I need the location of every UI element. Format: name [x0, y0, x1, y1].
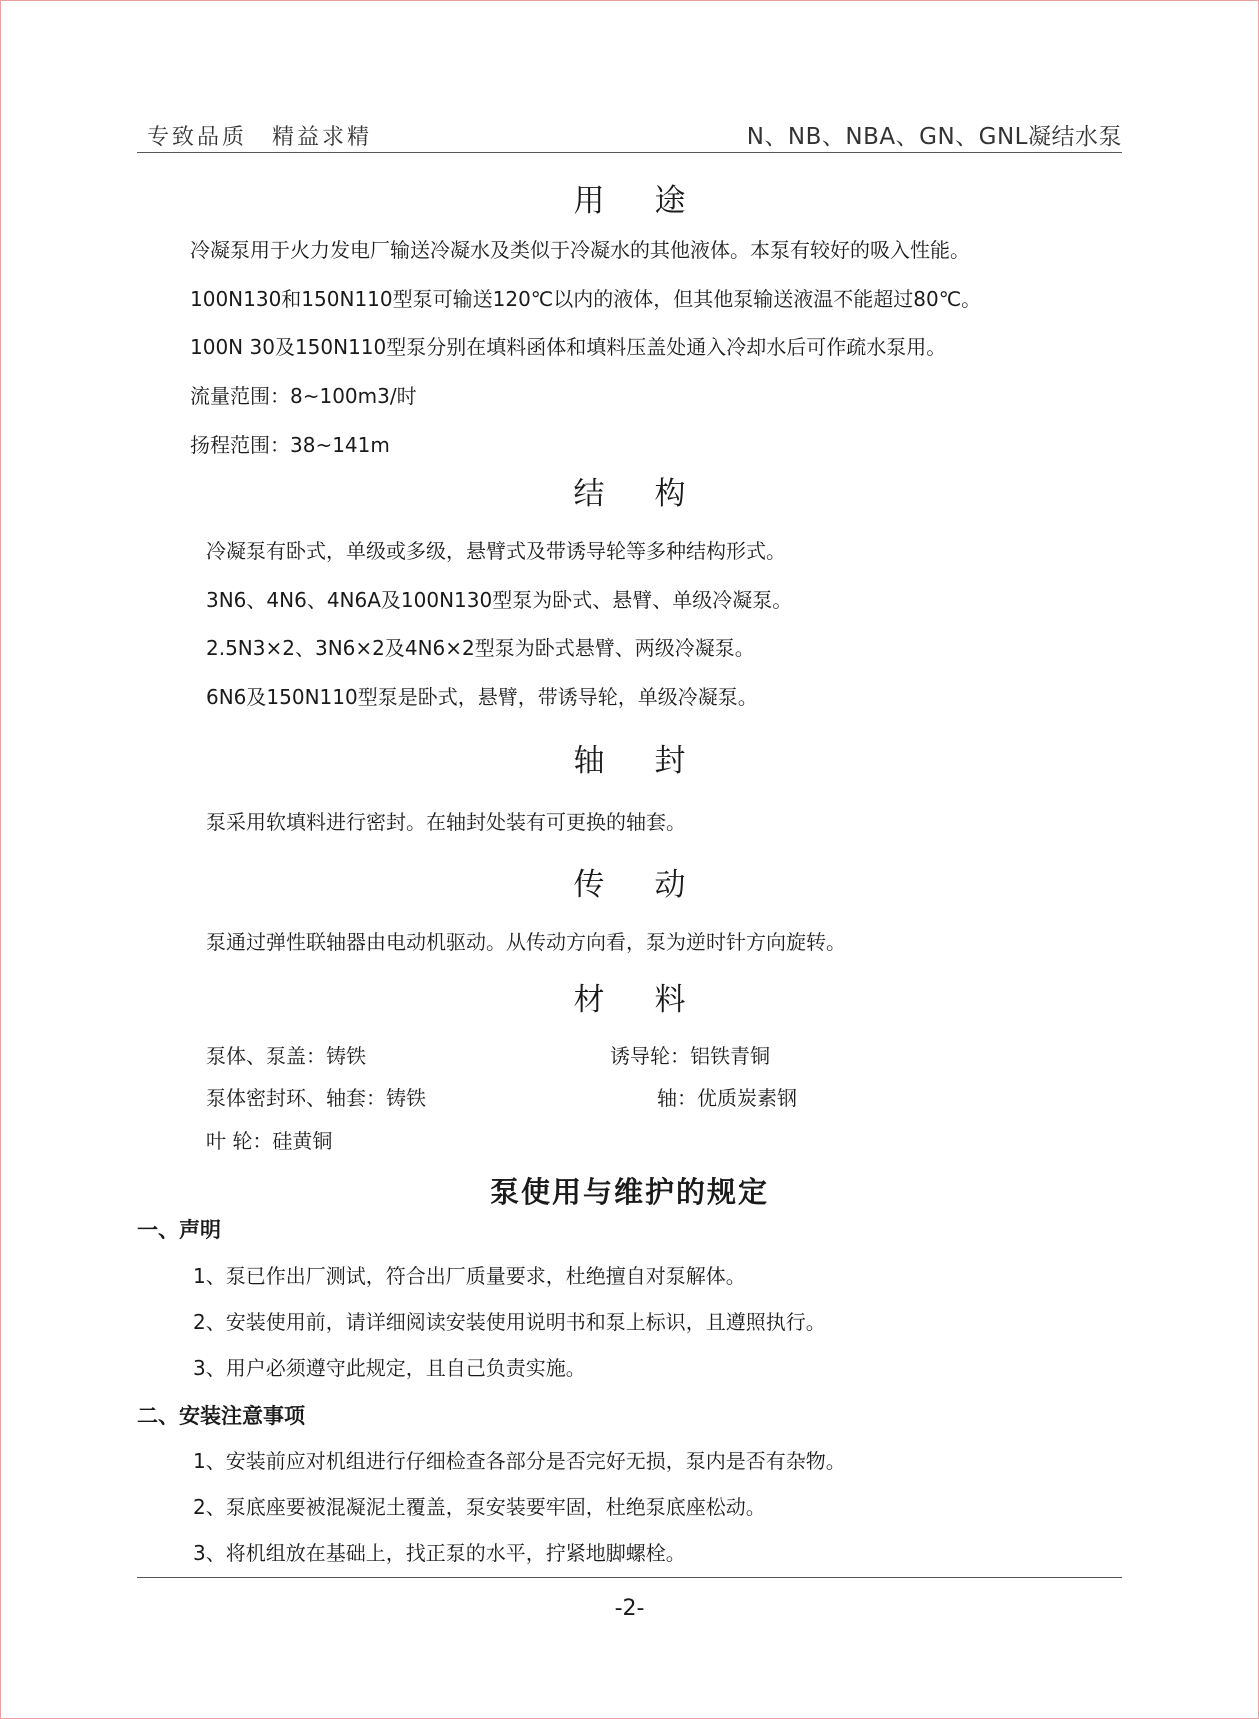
declaration-item: 1、泵已作出厂测试，符合出厂质量要求，杜绝擅自对泵解体。 [193, 1264, 746, 1288]
material-item: 泵体、泵盖：铸铁 [206, 1044, 366, 1068]
install-item: 3、将机组放在基础上，找正泵的水平，拧紧地脚螺栓。 [193, 1541, 686, 1565]
footer-divider [137, 1577, 1122, 1578]
usage-flow-range: 流量范围：8~100m3/时 [190, 384, 417, 408]
drive-line: 泵通过弹性联轴器由电动机驱动。从传动方向看，泵为逆时针方向旋转。 [206, 930, 846, 954]
material-item: 诱导轮：铝铁青铜 [610, 1044, 770, 1068]
declaration-item: 2、安装使用前，请详细阅读安装使用说明书和泵上标识，且遵照执行。 [193, 1310, 826, 1334]
header-slogan: 专致品质 精益求精 [147, 125, 373, 150]
structure-line: 2.5N3×2、3N6×2及4N6×2型泵为卧式悬臂、两级冷凝泵。 [206, 636, 755, 660]
page-number: -2- [614, 1596, 645, 1621]
section-title-structure: 结构 [573, 476, 736, 512]
usage-line: 100N 30及150N110型泵分别在填料函体和填料压盖处通入冷却水后可作疏水泵用。 [190, 335, 947, 359]
material-item: 泵体密封环、轴套：铸铁 [206, 1086, 426, 1110]
declaration-item: 3、用户必须遵守此规定，且自己负责实施。 [193, 1356, 586, 1380]
seal-line: 泵采用软填料进行密封。在轴封处装有可更换的轴套。 [206, 810, 686, 834]
structure-line: 6N6及150N110型泵是卧式，悬臂，带诱导轮，单级冷凝泵。 [206, 685, 758, 709]
usage-head-range: 扬程范围：38~141m [190, 433, 390, 457]
section-title-seal: 轴封 [573, 743, 736, 779]
material-item: 叶 轮：硅黄铜 [206, 1129, 333, 1153]
install-item: 1、安装前应对机组进行仔细检查各部分是否完好无损，泵内是否有杂物。 [193, 1449, 846, 1473]
header-divider [137, 152, 1122, 153]
usage-line: 100N130和150N110型泵可输送120℃以内的液体，但其他泵输送液温不能超过80℃。 [190, 287, 982, 311]
material-item: 轴：优质炭素钢 [657, 1086, 797, 1110]
install-heading: 二、安装注意事项 [137, 1404, 305, 1428]
usage-line: 冷凝泵用于火力发电厂输送冷凝水及类似于冷凝水的其他液体。本泵有较好的吸入性能。 [190, 238, 970, 262]
regulations-title: 泵使用与维护的规定 [489, 1175, 769, 1209]
structure-line: 冷凝泵有卧式，单级或多级，悬臂式及带诱导轮等多种结构形式。 [206, 539, 786, 563]
declaration-heading: 一、声明 [137, 1218, 221, 1242]
header-product-title: N、NB、NBA、GN、GNL凝结水泵 [746, 124, 1122, 150]
section-title-material: 材料 [573, 982, 736, 1018]
section-title-usage: 用途 [573, 183, 736, 219]
install-item: 2、泵底座要被混凝泥土覆盖，泵安装要牢固，杜绝泵底座松动。 [193, 1495, 766, 1519]
section-title-drive: 传动 [573, 867, 736, 903]
structure-line: 3N6、4N6、4N6A及100N130型泵为卧式、悬臂、单级冷凝泵。 [206, 588, 793, 612]
